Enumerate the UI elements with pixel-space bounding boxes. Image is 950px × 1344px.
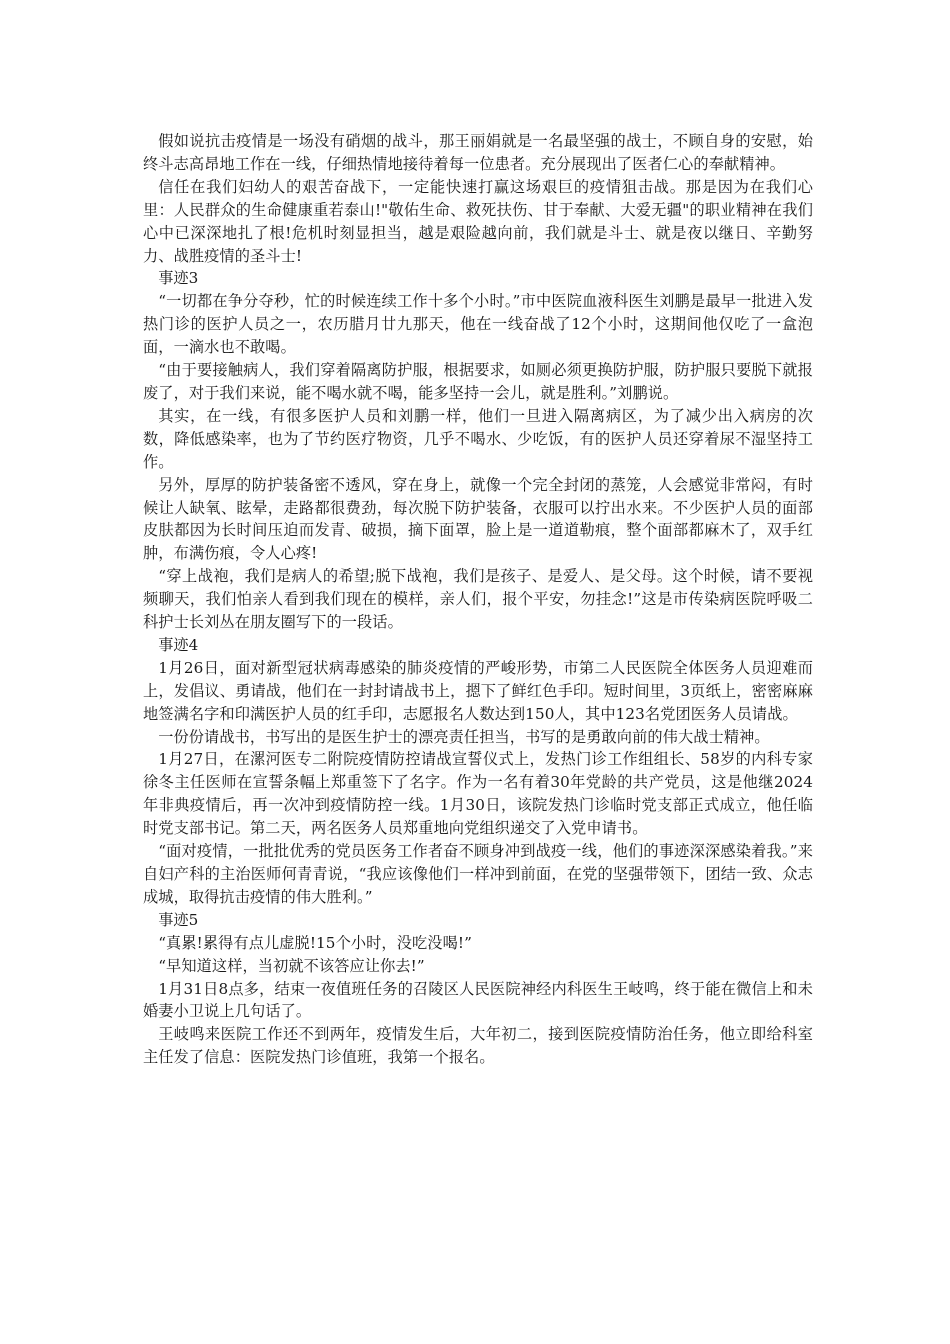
paragraph: 其实，在一线，有很多医护人员和刘鹏一样，他们一旦进入隔离病区，为了减少出入病房的次数，降低感染率，也为了节约医疗物资，几乎不喝水、少吃饭，有的医护人员还穿着尿不湿坚持工作。	[143, 406, 813, 471]
section-heading: 事迹5	[158, 910, 199, 929]
paragraph: “面对疫情，一批批优秀的党员医务工作者奋不顾身冲到战疫一线，他们的事迹深深感染着我。”来自妇产科的主治医师何青青说，“我应该像他们一样冲到前面，在党的坚强带领下，团结一致、众志成城，取得抗击疫情的伟大胜利。”	[143, 842, 813, 906]
section-heading: 事迹4	[158, 635, 199, 654]
paragraph: “由于要接触病人，我们穿着隔离防护服，根据要求，如厕必须更换防护服，防护服只要脱下就报废了，对于我们来说，能不喝水就不喝，能多坚持一会儿，就是胜利。”刘鹏说。	[143, 361, 813, 402]
paragraph: 王岐鸣来医院工作还不到两年，疫情发生后，大年初二，接到医院疫情防治任务，他立即给科室主任发了信息：医院发热门诊值班，我第一个报名。	[143, 1025, 813, 1067]
paragraph: “真累!累得有点儿虚脱!15个小时，没吃没喝!”	[158, 933, 472, 952]
section-heading: 事迹3	[158, 269, 199, 288]
paragraph: “穿上战袍，我们是病人的希望;脱下战袍，我们是孩子、是爱人、是父母。这个时候，请不要视频聊天，我们怕亲人看到我们现在的模样，亲人们，报个平安，勿挂念!”这是市传染病医院呼吸二科护士长刘丛在朋友圈写下的一段话。	[143, 567, 813, 632]
paragraph: 假如说抗击疫情是一场没有硝烟的战斗，那王丽娟就是一名最坚强的战士，不顾自身的安慰，始终斗志高昂地工作在一线，仔细热情地接待着每一位患者。充分展现出了医者仁心的奉献精神。	[143, 132, 813, 173]
paragraph: 1月31日8点多，结束一夜值班任务的召陵区人民医院神经内科医生王岐鸣，终于能在微信上和未婚妻小卫说上几句话了。	[143, 979, 813, 1021]
paragraph: “早知道这样，当初就不该答应让你去!”	[158, 956, 425, 975]
document-body	[143, 130, 813, 1069]
paragraph: 信任在我们妇幼人的艰苦奋战下，一定能快速打赢这场艰巨的疫情狙击战。那是因为在我们心里：人民群众的生命健康重若泰山!"敬佑生命、救死扶伤、甘于奉献、大爱无疆"的职业精神在我们心中已深深地扎了根!危机时刻显担当，越是艰险越向前，我们就是斗士、就是夜以继日、辛勤努力、战胜疫情的圣斗士!	[143, 177, 813, 265]
paragraph: 1月27日，在漯河医专二附院疫情防控请战宣誓仪式上，发热门诊工作组组长、58岁的内科专家徐冬主任医师在宣誓条幅上郑重签下了名字。作为一名有着30年党龄的共产党员，这是他继2024年非典疫情后，再一次冲到疫情防控一线。1月30日，该院发热门诊临时党支部正式成立，他任临时党支部书记。第二天，两名医务人员郑重地向党组织递交了入党申请书。	[143, 750, 813, 838]
paragraph: 另外，厚厚的防护装备密不透风，穿在身上，就像一个完全封闭的蒸笼，人会感觉非常闷，有时候让人缺氧、眩晕，走路都很费劲，每次脱下防护装备，衣服可以拧出水来。不少医护人员的面部皮肤都因为长时间压迫而发青、破损，摘下面罩，脸上是一道道勒痕，整个面部都麻木了，双手红肿，布满伤痕，令人心疼!	[143, 475, 813, 563]
paragraph: “一切都在争分夺秒，忙的时候连续工作十多个小时。”市中医院血液科医生刘鹏是最早一批进入发热门诊的医护人员之一，农历腊月廿九那天，他在一线奋战了12个小时，这期间他仅吃了一盒泡面，一滴水也不敢喝。	[143, 292, 813, 357]
paragraph: 一份份请战书，书写出的是医生护士的漂亮责任担当，书写的是勇敢向前的伟大战士精神。	[158, 727, 770, 746]
paragraph: 1月26日，面对新型冠状病毒感染的肺炎疫情的严峻形势，市第二人民医院全体医务人员迎难而上，发倡议、勇请战，他们在一封封请战书上，摁下了鲜红色手印。短时间里，3页纸上，密密麻麻地签满名字和印满医护人员的红手印，志愿报名人数达到150人，其中123名党团医务人员请战。	[143, 658, 813, 723]
